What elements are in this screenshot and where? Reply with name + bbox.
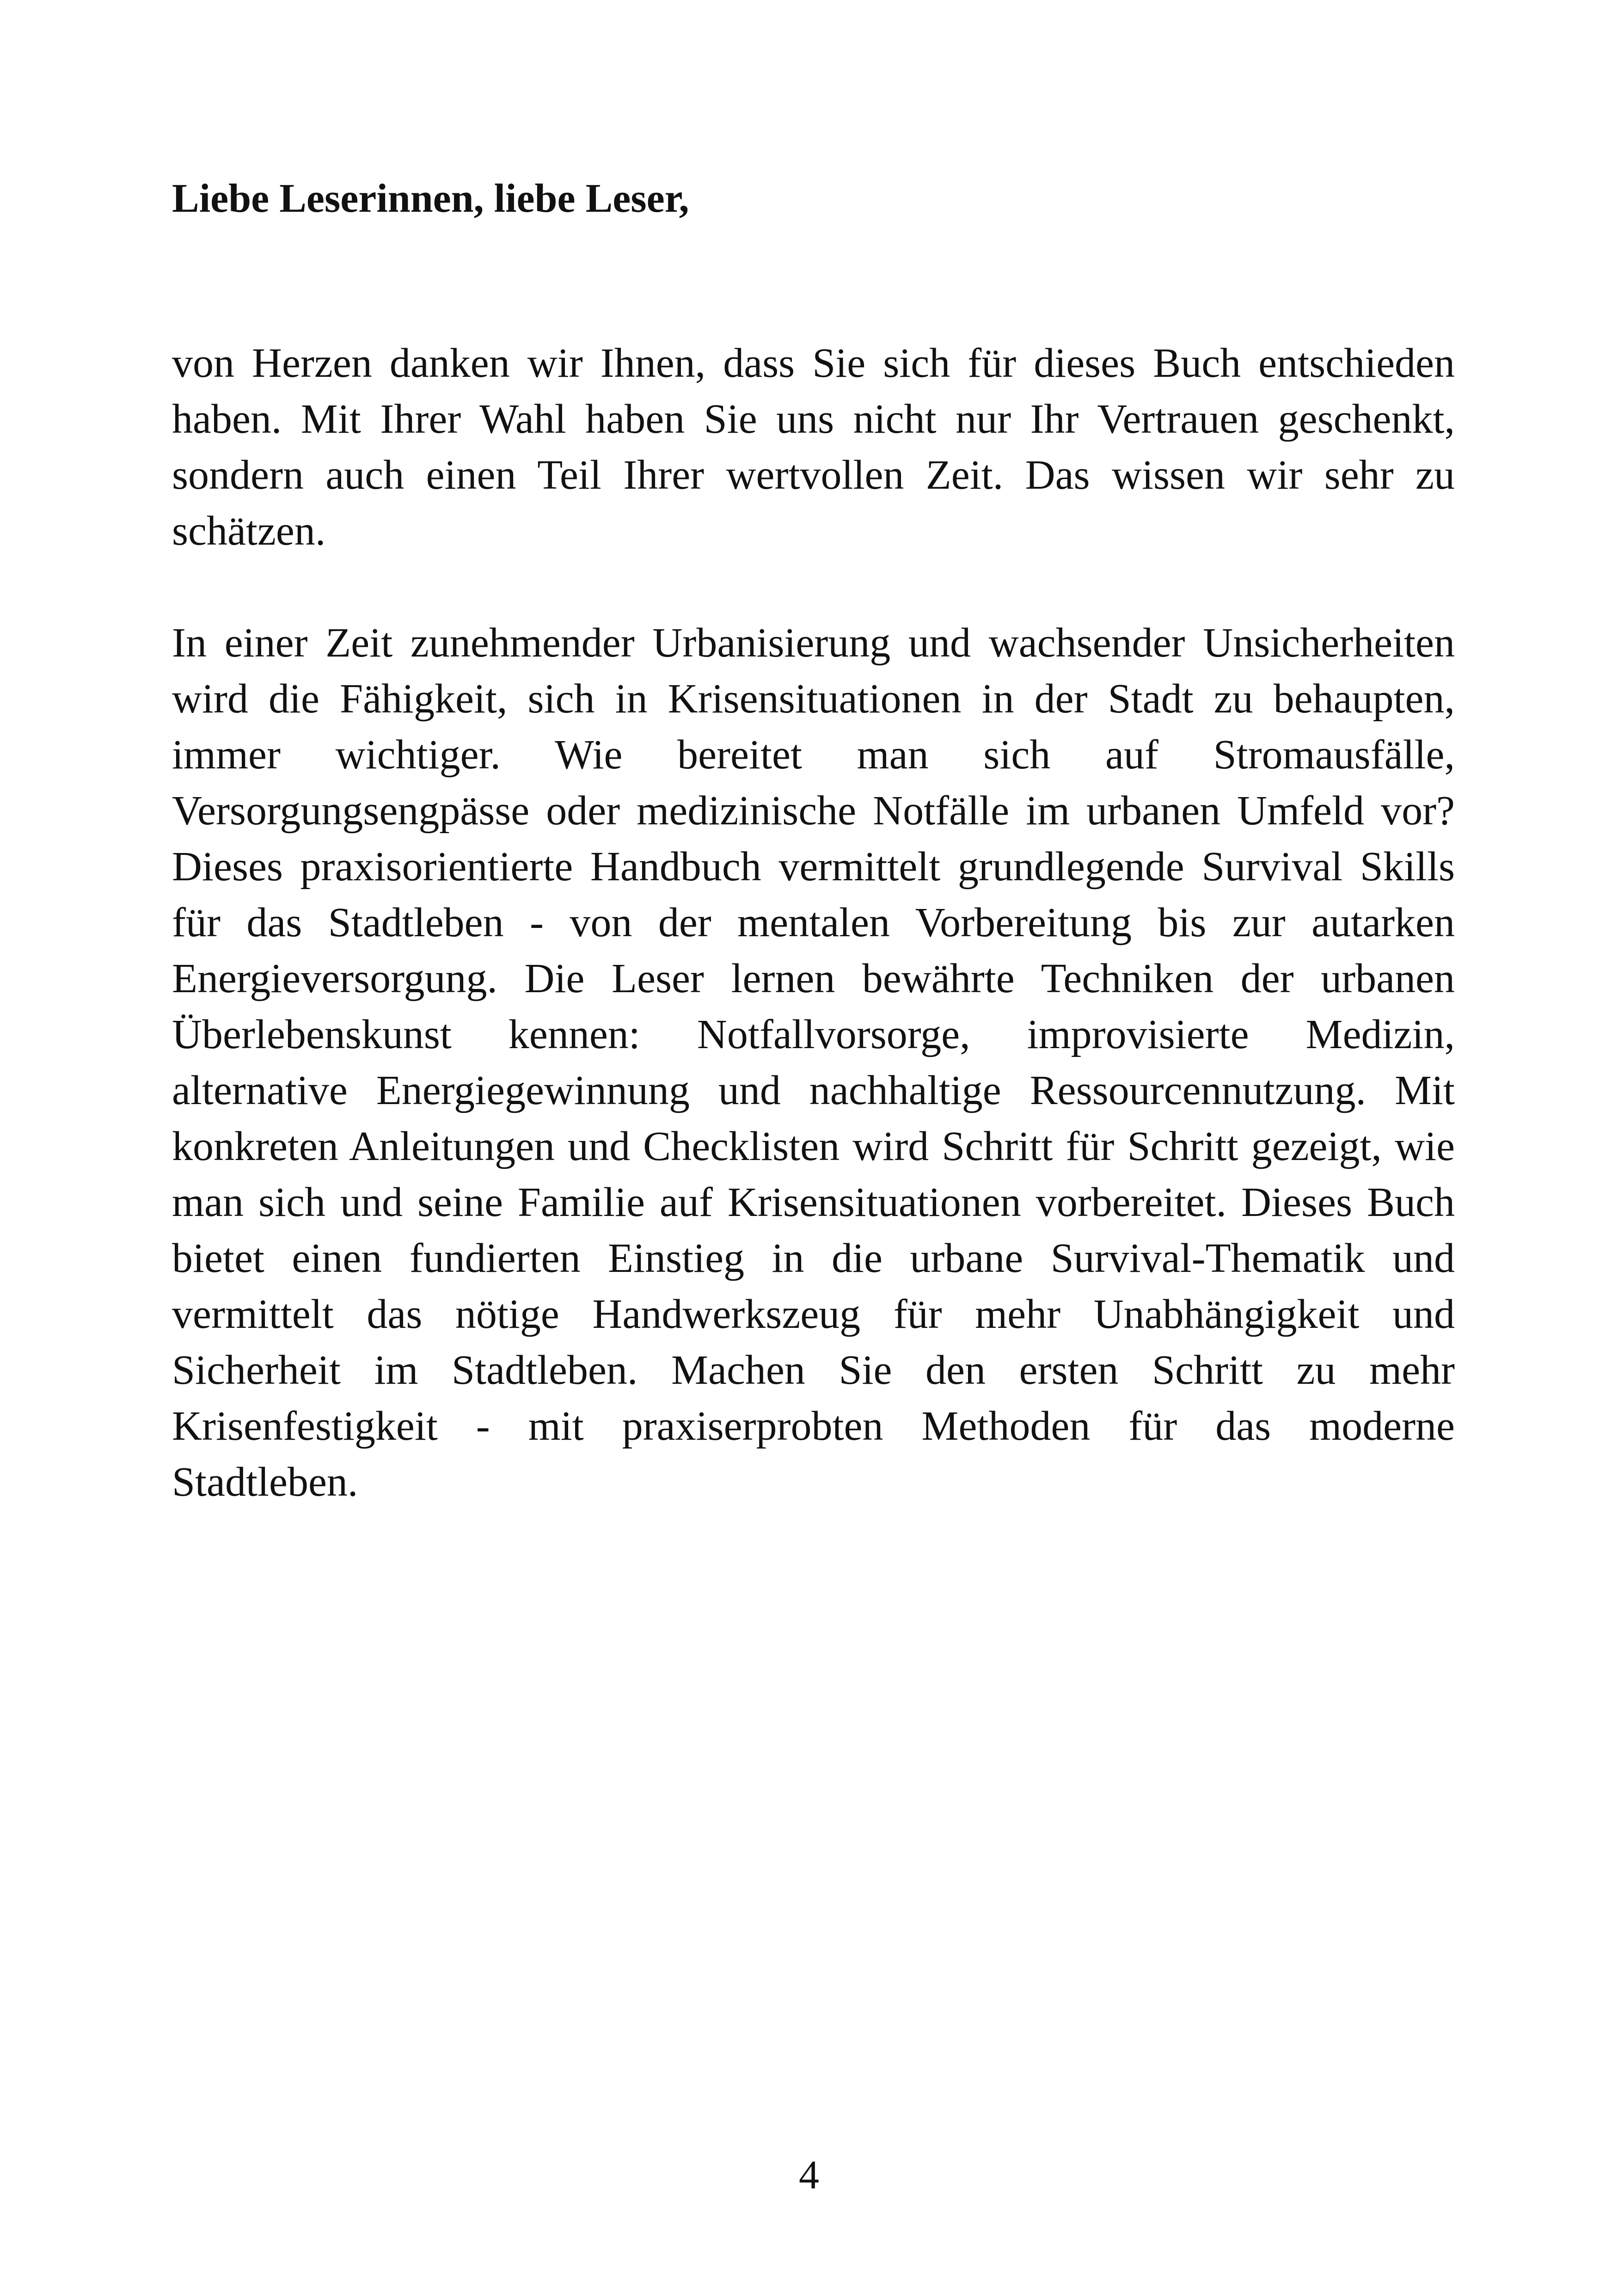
paragraph-thanks: von Herzen danken wir Ihnen, dass Sie sich für dieses Buch entschieden haben. Mit Ihrer Wahl haben Sie uns nicht nur Ihr Vertrauen geschenkt, sondern auch einen Teil Ihrer wertvollen Zeit. Das wissen wir sehr zu schätzen.: [172, 340, 1455, 554]
paragraph-book-description: In einer Zeit zunehmender Urbanisierung und wachsender Unsicherheiten wird die Fähigkeit, sich in Krisensituationen in der Stadt zu behaupten, immer wichtiger. Wie bereitet man sich auf Stromausfälle, Versorgungsengpässe oder medizinische Notfälle im urbanen Umfeld vor? Dieses praxisorientierte Handbuch vermittelt grundlegende Survival Skills für das Stadtleben - von der mentalen Vorbereitung bis zur autarken Energieversorgung. Die Leser lernen bewährte Techniken der urbanen Überlebenskunst kennen: Notfallvorsorge, improvisierte Medizin, alternative Energiegewinnung und nachhaltige Ressourcennutzung. Mit konkreten Anleitungen und Checklisten wird Schritt für Schritt gezeigt, wie man sich und seine Familie auf Krisensituationen vorbereitet. Dieses Buch bietet einen fundierten Einstieg in die urbane Survival-Thematik und vermittelt das nötige Handwerkszeug für mehr Unabhängigkeit und Sicherheit im Stadtleben. Machen Sie den ersten Schritt zu mehr Krisenfestigkeit - mit praxiserprobten Methoden für das moderne Stadtleben.: [172, 620, 1455, 1505]
body-text: [172, 335, 1455, 1510]
salutation-heading: Liebe Leserinnen, liebe Leser,: [172, 176, 689, 221]
page-number: 4: [799, 2153, 819, 2198]
